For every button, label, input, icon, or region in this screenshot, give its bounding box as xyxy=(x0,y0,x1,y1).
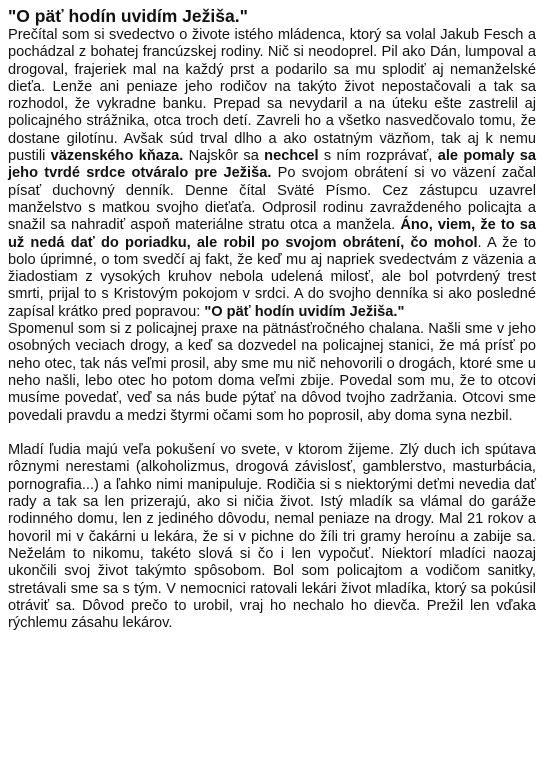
bold-text-span: Áno, viem, že to sa už nedá dať do poriadku, ale robil po svojom obrátení, čo mohol xyxy=(8,217,536,251)
bold-text-span: ale pomaly sa jeho tvrdé srdce otváralo pre Ježiša. xyxy=(8,148,537,182)
paragraph-police-story xyxy=(8,321,536,425)
text-span: . A že to bolo úprimné, o tom svedčí aj fakt, že keď mu aj napriek svedectvám z väzenia a žiadostiam z vysokých kruhov nebola udelená milosť, ale bol potvrdený trest smrti, prijal to s Kristovým pokojom v srdci. A do svojho denníka si ako posledné zapísal krátko pred popravou: xyxy=(8,234,536,320)
text-span: Po svojom obrátení si vo väzení začal písať duchovný denník. Denne čítal Sväté Písmo. Cez zástupcu uzavrel manželstvo s matkou svojho dieťaťa. Odprosil rodinu zavraždeného policajta a snažil sa nahradiť aspoň materiálne stratu otca a manžela. xyxy=(8,165,536,234)
document-page xyxy=(8,6,536,632)
text-span: Najskôr sa xyxy=(183,148,265,165)
text-span: Spomenul som si z policajnej praxe na pätnásťročného chalana. Našli sme v jeho osobných veciach drogy, a keď sa dozvedel na policajnej stanici, že má prísť po neho otec, tak nás veľmi prosil, aby sme mu nič nehovorili o drogách, ktoré sme u neho našli, lebo otec ho potom doma veľmi zbije. Povedal som mu, že to otcovi musíme povedať, veď sa nás bude pýtať na dôvod tvojho zadržania. Otcovi sme povedali pravdu a medzi štyrmi očami som ho poprosil, aby doma syna nezbil. xyxy=(8,321,536,424)
paragraph-gap xyxy=(8,425,536,442)
paragraph-young-people xyxy=(8,442,536,632)
text-span: Mladí ľudia majú veľa pokušení vo svete, v ktorom žijeme. Zlý duch ich spútava rôznymi nerestami (alkoholizmus, drogová závislosť, gamblerstvo, masturbácia, pornografia...) a ľahko nimi manipuluje. Rodičia si s niektorými deťmi nevedia dať rady a tak sa len prizerajú, ako si ničia život. Istý mladík sa vlámal do garáže rodinného domu, len z jediného dôvodu, nemal peniaze na drogy. Mal 21 rokov a hovoril mi v čakárni u lekára, že si v pichne do žíli tri gramy heroínu a zabije sa. Neželám to nikomu, takéto slová si čo i len vypočuť. Niektorí mladíci naozaj ukončili svoj život takýmto spôsobom. Bol som policajtom a vodičom sanitky, stretávali sme sa s tým. V nemocnici ratovali lekári život mladíka, ktorý sa pokúsil otráviť sa. Dôvod prečo to urobil, vraj ho nechalo ho dievča. Prežil len vďaka rýchlemu zásahu lekárov. xyxy=(8,442,536,632)
article-title: "O päť hodín uvidím Ježiša." xyxy=(8,6,248,26)
bold-text-span: "O päť hodín uvidím Ježiša." xyxy=(204,303,405,320)
paragraph-jakub-fesch xyxy=(8,27,536,321)
text-span: Prečítal som si svedectvo o živote istého mládenca, ktorý sa volal Jakub Fesch a pochádzal z bohatej francúzskej rodiny. Nič si neodoprel. Pil ako Dán, lumpoval a drogoval, frajeriek mal na každý prst a podarilo sa mu splodiť aj nemanželské dieťa. Lenže ani peniaze jeho rodičov na takýto život nepostačovali a tak sa rozhodol, že vykradne banku. Prepad sa nevydaril a na úteku ešte zastrelil aj policajného strážnika, otca troch detí. Zavreli ho a všetko nasvedčovalo tomu, že dostane gilotínu. Avšak súd trval dlho a ako ostatným väzňom, tak aj k nemu pustili xyxy=(8,27,536,165)
bold-text-span: nechcel xyxy=(264,148,319,165)
text-span: s ním rozprávať, xyxy=(318,148,438,165)
bold-text-span: väzenského kňaza. xyxy=(50,148,184,165)
